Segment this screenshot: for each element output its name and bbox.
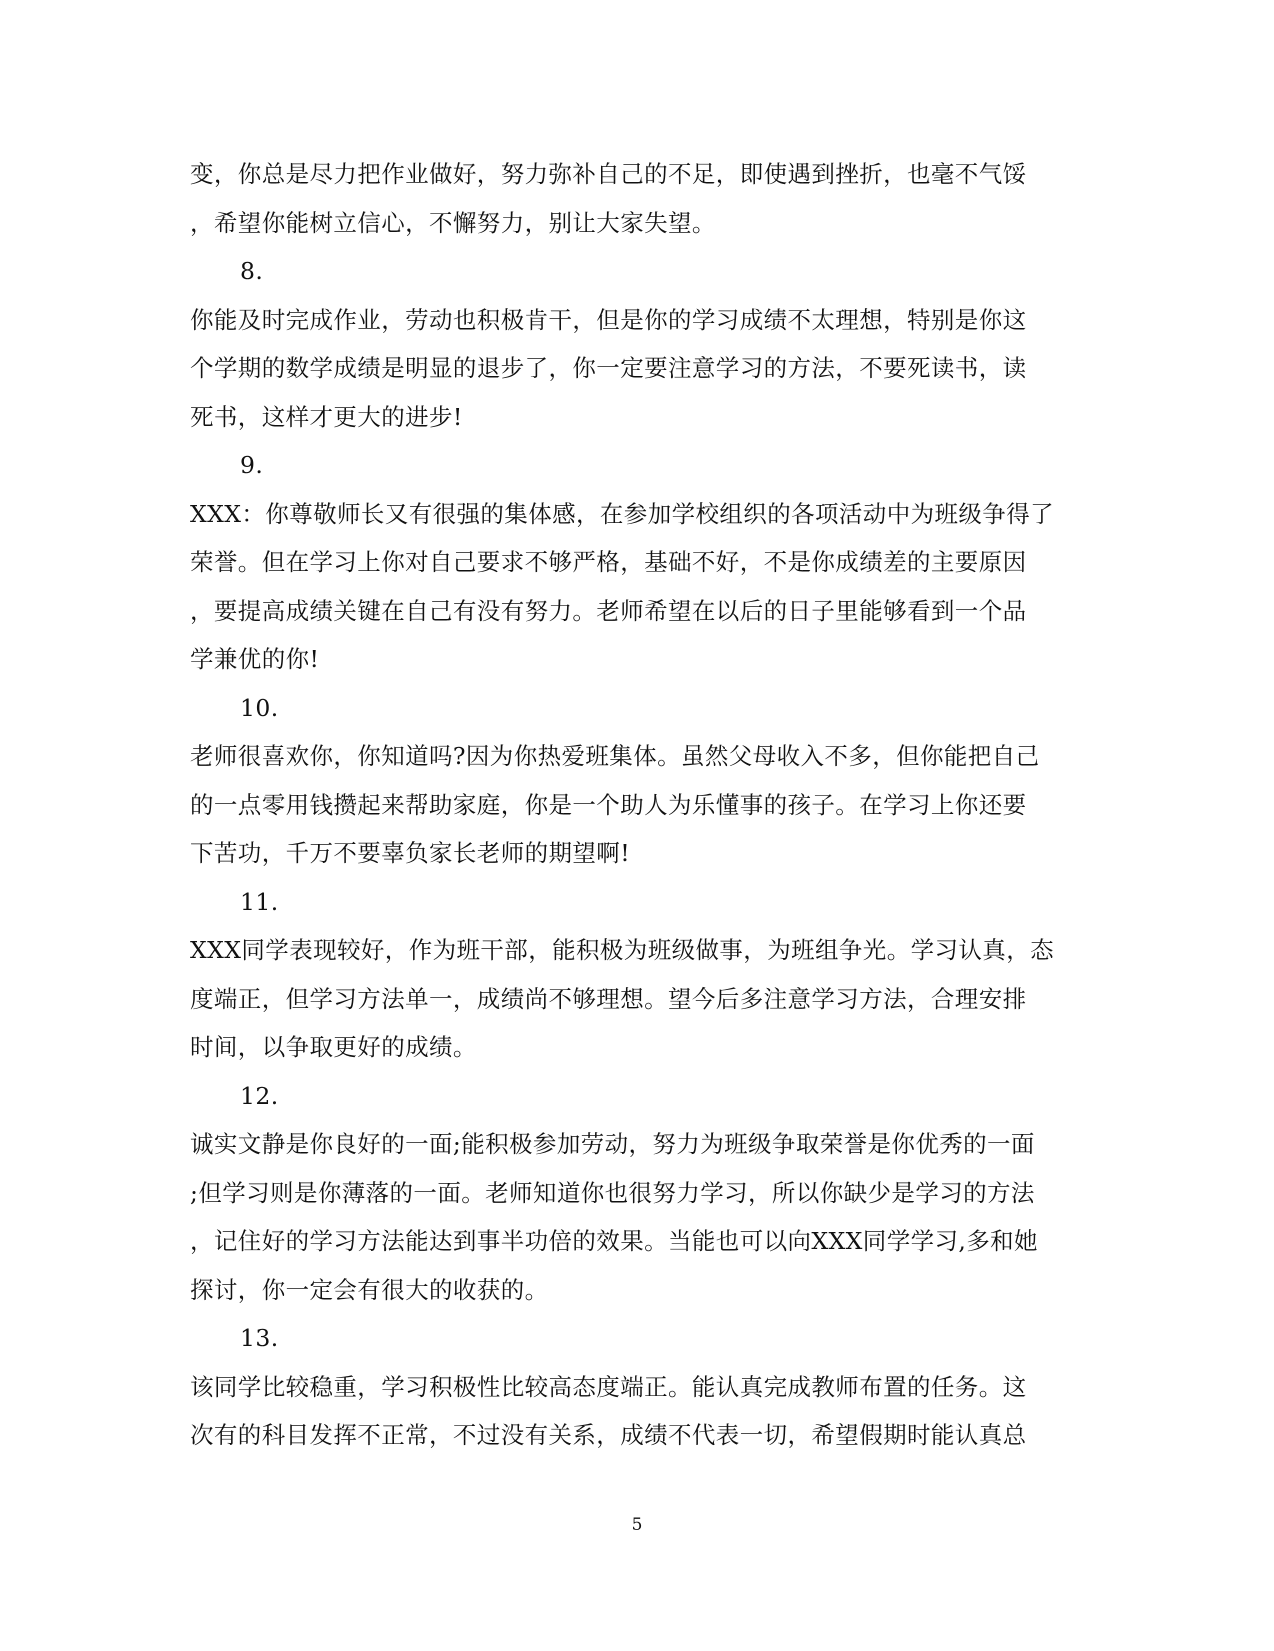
text-line: 变，你总是尽力把作业做好，努力弥补自己的不足，即使遇到挫折，也毫不气馁: [190, 160, 1027, 188]
text-line: XXX同学表现较好，作为班干部，能积极为班级做事，为班组争光。学习认真，态: [190, 936, 1054, 964]
text-line: 度端正，但学习方法单一，成绩尚不够理想。望今后多注意学习方法，合理安排: [190, 984, 1027, 1013]
item-number: 8.: [240, 257, 264, 285]
text-line: 时间，以争取更好的成绩。: [190, 1033, 477, 1061]
text-line: 的一点零用钱攒起来帮助家庭，你是一个助人为乐懂事的孩子。在学习上你还要: [190, 790, 1027, 819]
item-number: 13.: [240, 1324, 279, 1352]
document-body: [190, 150, 1090, 1460]
text-line: ，记住好的学习方法能达到事半功倍的效果。当能也可以向XXX同学学习,多和她: [190, 1227, 1038, 1255]
text-line: ，要提高成绩关键在自己有没有努力。老师希望在以后的日子里能够看到一个品: [190, 596, 1027, 625]
text-line: 次有的科目发挥不正常，不过没有关系，成绩不代表一切，希望假期时能认真总: [190, 1421, 1027, 1449]
item-number: 12.: [240, 1081, 279, 1110]
text-line: 下苦功，千万不要辜负家长老师的期望啊!: [190, 839, 631, 867]
text-line: 荣誉。但在学习上你对自己要求不够严格，基础不好，不是你成绩差的主要原因: [190, 548, 1027, 576]
text-line: 你能及时完成作业，劳动也积极肯干，但是你的学习成绩不太理想，特别是你这: [190, 305, 1027, 334]
text-line: 老师很喜欢你，你知道吗?因为你热爱班集体。虽然父母收入不多，但你能把自己: [190, 742, 1040, 770]
text-line: 诚实文静是你良好的一面;能积极参加劳动，努力为班级争取荣誉是你优秀的一面: [190, 1130, 1035, 1158]
text-line: ;但学习则是你薄落的一面。老师知道你也很努力学习，所以你缺少是学习的方法: [190, 1178, 1035, 1207]
text-line: 个学期的数学成绩是明显的退步了，你一定要注意学习的方法，不要死读书，读: [190, 354, 1027, 382]
text-line: 该同学比较稳重，学习积极性比较高态度端正。能认真完成教师布置的任务。这: [190, 1372, 1027, 1401]
text-line: 学兼优的你!: [190, 645, 320, 673]
item-number: 10.: [240, 693, 279, 722]
page-number: 5: [631, 1515, 643, 1535]
text-line: XXX：你尊敬师长又有很强的集体感，在参加学校组织的各项活动中为班级争得了: [190, 499, 1054, 528]
text-line: 死书，这样才更大的进步!: [190, 402, 463, 431]
text-line: ，希望你能树立信心，不懈努力，别让大家失望。: [190, 208, 716, 237]
text-line: 探讨，你一定会有很大的收获的。: [190, 1275, 549, 1304]
item-number: 11.: [240, 887, 279, 916]
item-number: 9.: [240, 451, 264, 479]
